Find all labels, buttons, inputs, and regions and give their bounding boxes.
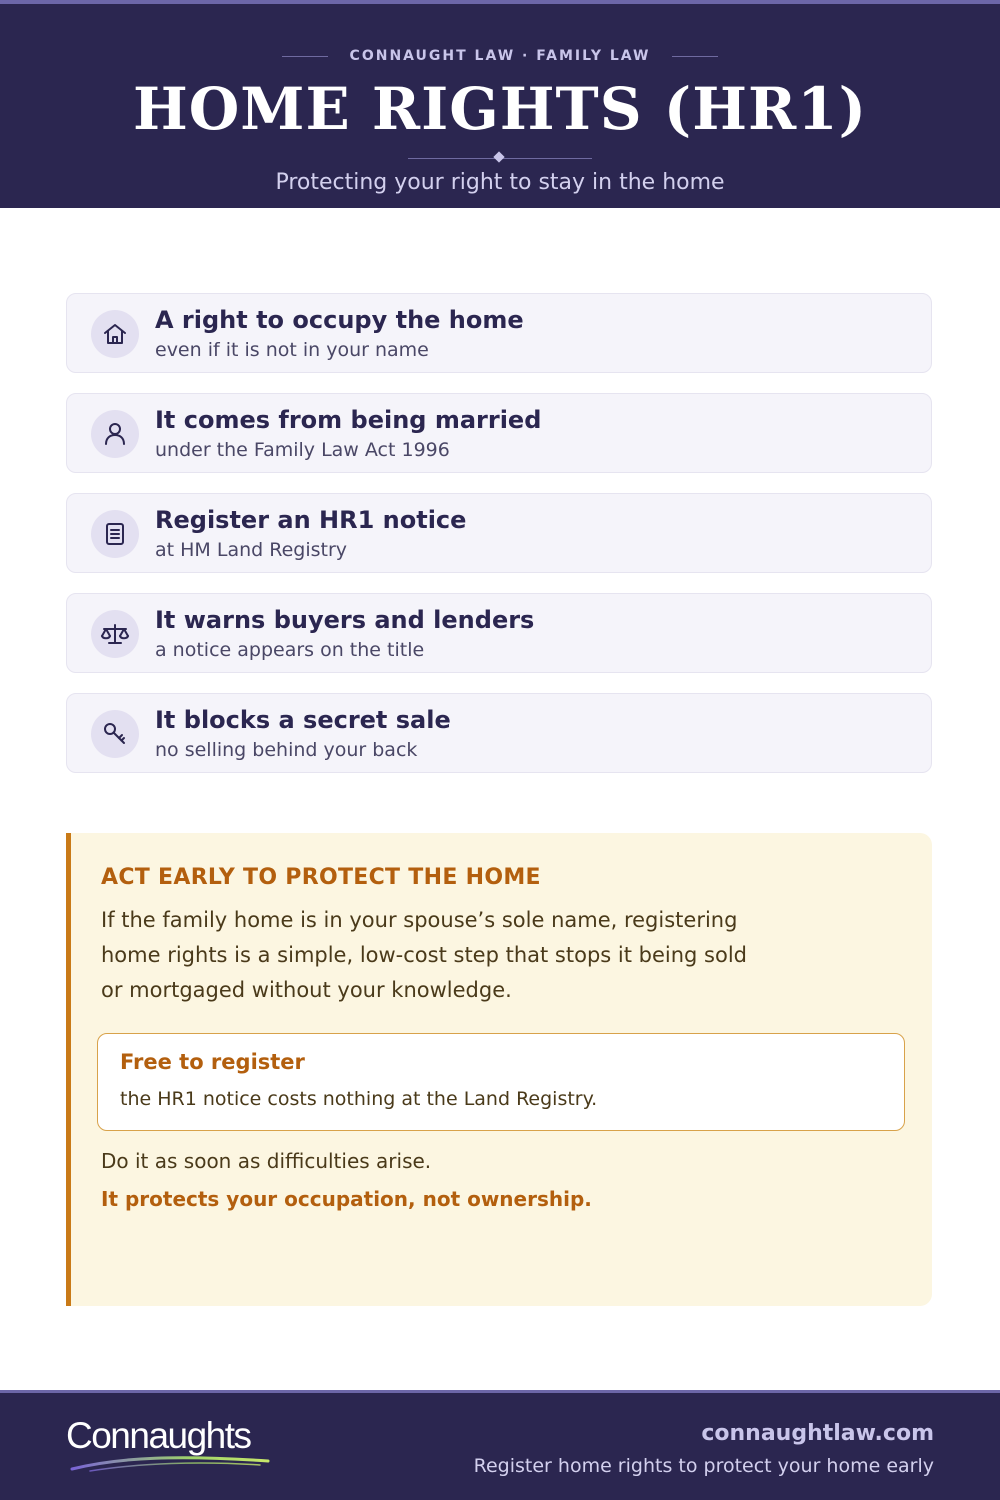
point-card [66,493,932,573]
page-title: HOME RIGHTS (HR1) [132,75,868,143]
callout-advice: Do it as soon as difficulties arise. [101,1149,432,1173]
logo-wordmark: Connaughts [66,1415,251,1456]
point-subtitle: under the Family Law Act 1996 [155,439,450,461]
website-link[interactable]: connaughtlaw.com [701,1421,934,1446]
kicker-row [0,48,1000,64]
point-subtitle: at HM Land Registry [155,539,348,561]
point-title: It warns buyers and lenders [155,606,535,634]
point-card [66,693,932,773]
house-icon [91,310,139,358]
point-subtitle: even if it is not in your name [155,339,429,361]
header-banner [0,0,1000,208]
key-icon [91,710,139,758]
point-title: A right to occupy the home [155,306,524,334]
callout-body: If the family home is in your spouse’s sole name, registering home rights is a simple, low-cost step that stops it being sold or mortgaged without your knowledge. [101,908,747,1002]
point-title: It blocks a secret sale [155,706,451,734]
connaughts-logo [66,1415,286,1477]
free-register-box [97,1033,905,1131]
diamond-ornament-icon [493,151,504,162]
point-subtitle: a notice appears on the title [155,639,425,661]
callout-panel [66,833,932,1306]
point-card [66,393,932,473]
callout-emphasis: It protects your occupation, not ownership. [101,1187,592,1211]
box-text: the HR1 notice costs nothing at the Land Registry. [120,1088,598,1110]
kicker-rule-right [672,56,718,57]
callout-title: ACT EARLY TO PROTECT THE HOME [101,865,541,890]
kicker-rule-left [282,56,328,57]
logo-swoosh-icon [70,1451,270,1475]
point-title: It comes from being married [155,406,542,434]
person-icon [91,410,139,458]
point-title: Register an HR1 notice [155,506,467,534]
document-icon [91,510,139,558]
footer-bar [0,1390,1000,1500]
page-subtitle: Protecting your right to stay in the home [275,170,725,195]
kicker-text: CONNAUGHT LAW · FAMILY LAW [349,48,651,64]
point-card [66,293,932,373]
footer-tagline: Register home rights to protect your home early [473,1455,934,1477]
scales-icon [91,610,139,658]
box-title: Free to register [120,1050,305,1074]
point-card [66,593,932,673]
point-subtitle: no selling behind your back [155,739,418,761]
